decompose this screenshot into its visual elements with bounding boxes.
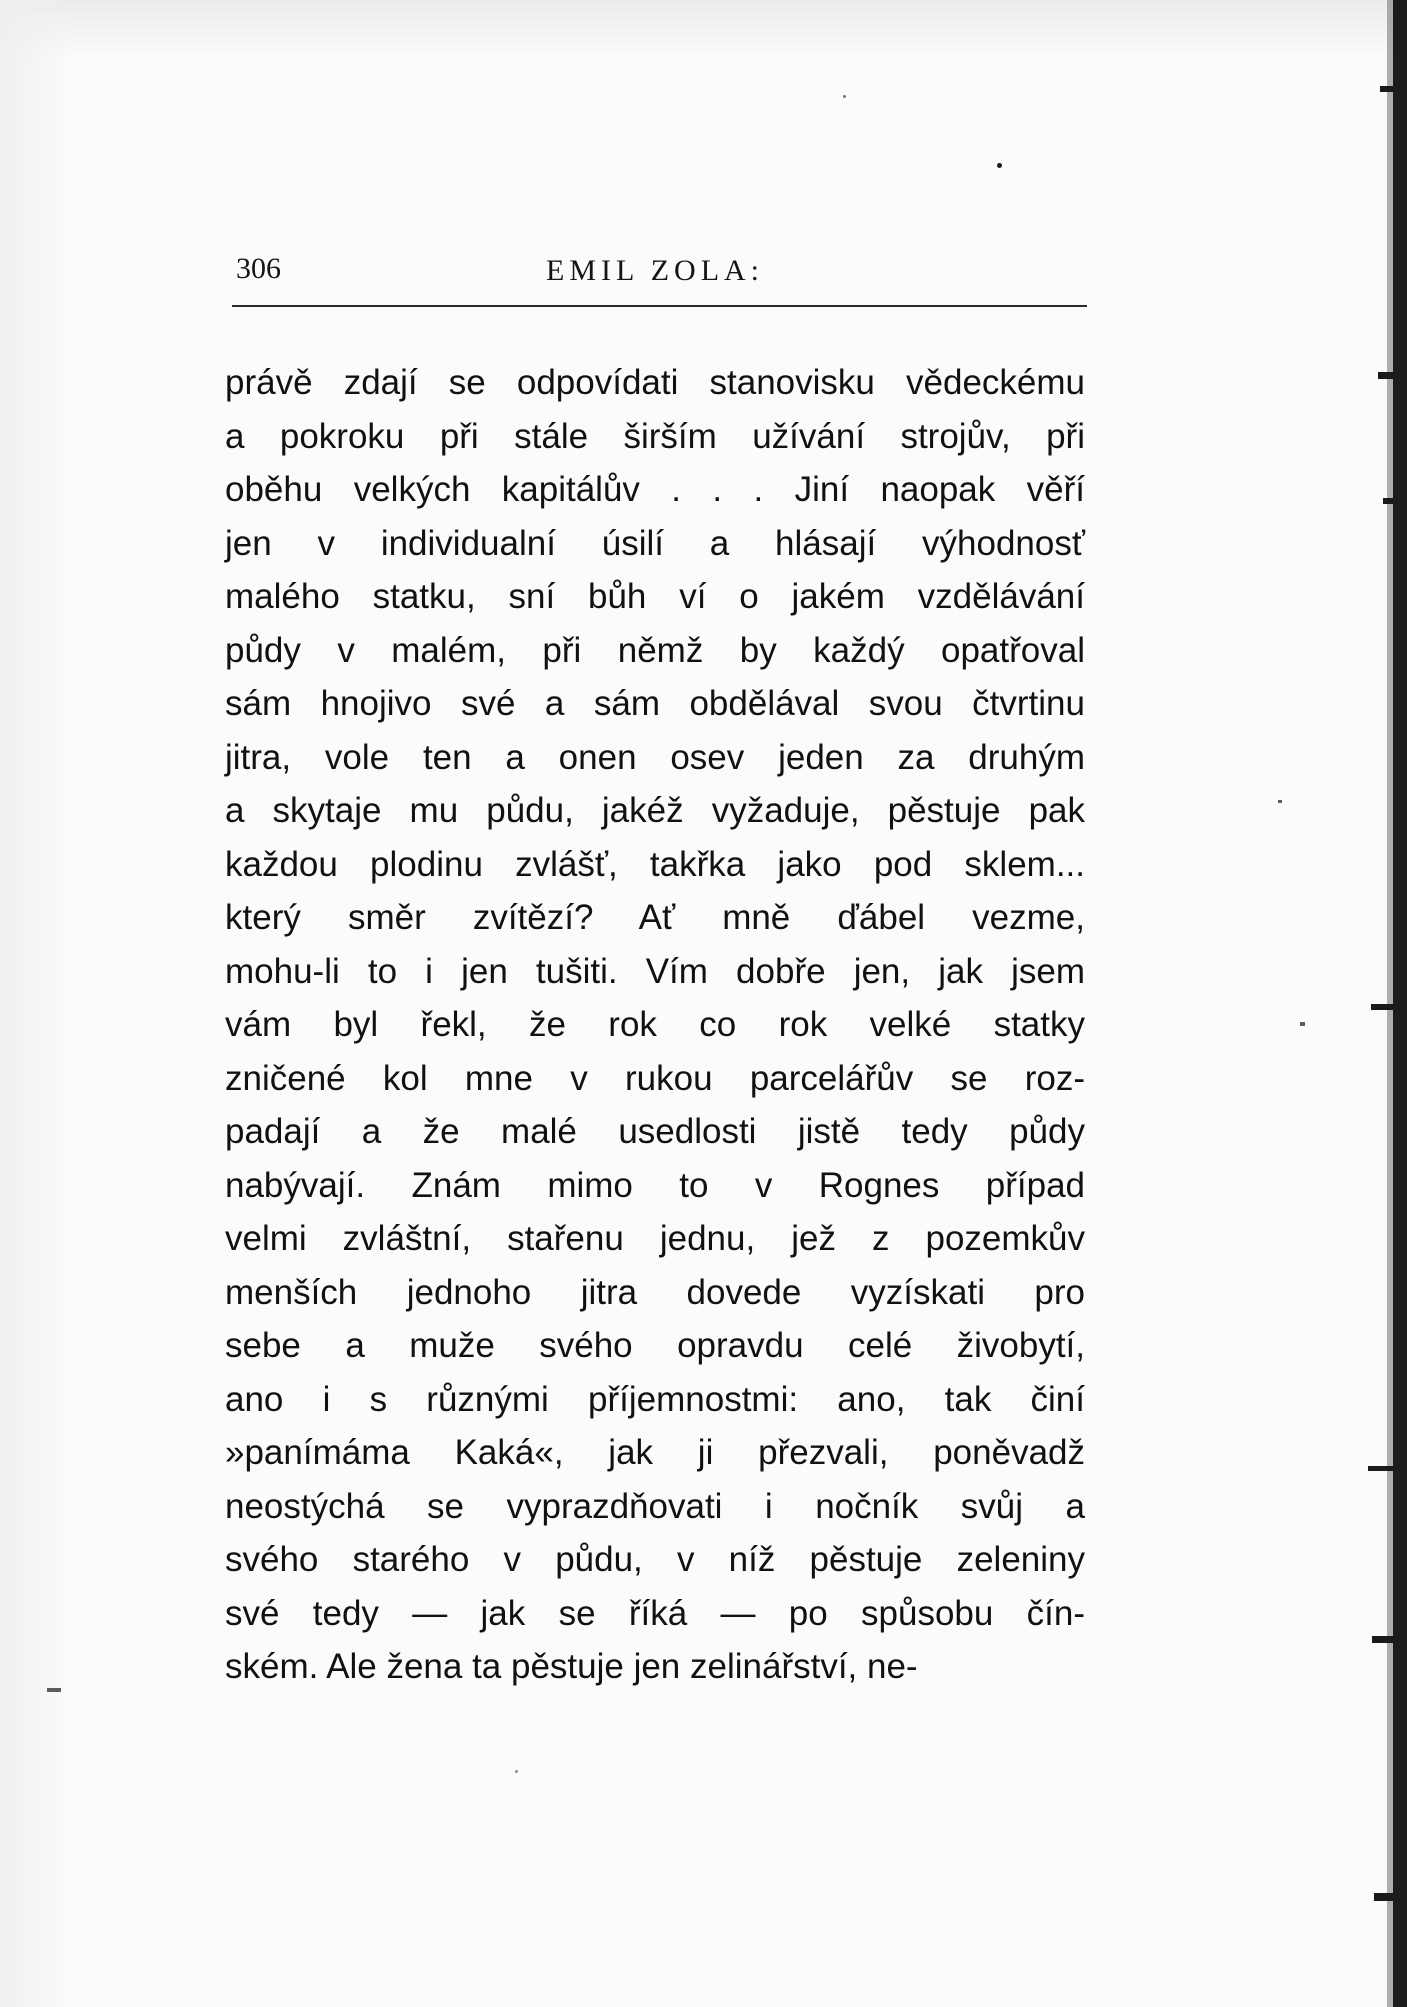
scan-top-shadow [0, 0, 1393, 60]
text-line: jitra, vole ten a onen osev jeden za druhým [225, 737, 1085, 777]
scan-left-shadow [0, 0, 70, 2007]
text-line: a pokroku při stále širším užívání strojův, při [225, 416, 1085, 456]
text-line: ano i s různými příjemnostmi: ano, tak činí [225, 1379, 1085, 1419]
edge-mark [1371, 1004, 1393, 1010]
text-line: velmi zvláštní, stařenu jednu, jež z pozemkův [225, 1219, 1085, 1258]
text-line: jen v individualní úsilí a hlásají výhodnosť [225, 523, 1085, 563]
page-edge [1393, 0, 1407, 2007]
scan-speck [1278, 800, 1282, 803]
text-line: který směr zvítězí? Ať mně ďábel vezme, [225, 898, 1085, 937]
text-line: vám byl řekl, že rok co rok velké statky [225, 1005, 1085, 1044]
text-line: své tedy — jak se říká — po spůsobu čín- [225, 1593, 1085, 1633]
edge-mark [1372, 1636, 1393, 1643]
text-line: každou plodinu zvlášť, takřka jako pod sklem... [225, 844, 1085, 884]
page-header [236, 252, 1086, 294]
text-line: nabývají. Znám mimo to v Rognes případ [225, 1165, 1085, 1205]
text-line: neostýchá se vyprazdňovati i nočník svůj a [225, 1486, 1085, 1526]
text-line: oběhu velkých kapitálův . . . Jiní naopak věří [225, 470, 1085, 509]
running-title: EMIL ZOLA: [546, 254, 765, 287]
edge-mark [1368, 1466, 1393, 1471]
text-line: svého starého v půdu, v níž pěstuje zeleniny [225, 1540, 1085, 1579]
text-line: zničené kol mne v rukou parcelářův se roz- [225, 1058, 1085, 1098]
edge-mark [1378, 372, 1393, 379]
text-line: padají a že malé usedlosti jistě tedy půdy [225, 1112, 1085, 1151]
text-line: menších jednoho jitra dovede vyzískati pro [225, 1272, 1085, 1312]
edge-mark [1380, 86, 1393, 92]
text-line: právě zdají se odpovídati stanovisku vědeckému [225, 363, 1085, 402]
header-rule [232, 305, 1087, 307]
scan-speck [1300, 1022, 1305, 1026]
body-text [225, 356, 1085, 1694]
text-line: půdy v malém, při němž by každý opatřoval [225, 630, 1085, 670]
scan-speck [47, 1688, 61, 1692]
scan-speck [843, 95, 846, 98]
text-line: ském. Ale žena ta pěstuje jen zelinářství, ne- [225, 1647, 918, 1686]
scan-speck [997, 163, 1002, 168]
text-line: sebe a muže svého opravdu celé živobytí, [225, 1326, 1085, 1365]
text-line: a skytaje mu půdu, jakéž vyžaduje, pěstuje pak [225, 791, 1085, 830]
scan-speck [515, 1770, 518, 1773]
text-line: »panímáma Kaká«, jak ji přezvali, poněvadž [225, 1433, 1085, 1472]
edge-mark [1374, 1893, 1393, 1901]
edge-mark [1383, 498, 1393, 504]
text-line: mohu-li to i jen tušiti. Vím dobře jen, jak jsem [225, 951, 1085, 991]
page-number: 306 [236, 252, 281, 285]
text-line: sám hnojivo své a sám obdělával svou čtvrtinu [225, 684, 1085, 723]
text-line: malého statku, sní bůh ví o jakém vzdělávání [225, 577, 1085, 616]
